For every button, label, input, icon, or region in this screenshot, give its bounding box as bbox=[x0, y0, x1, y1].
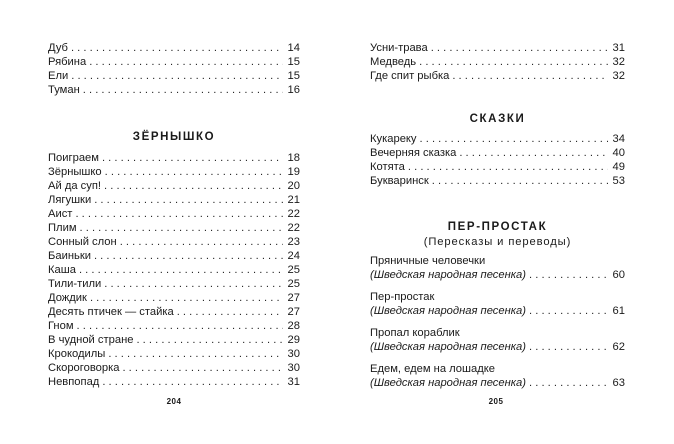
dot-leader bbox=[108, 347, 283, 361]
toc-entry-page: 25 bbox=[287, 278, 300, 290]
dot-leader bbox=[529, 304, 608, 318]
toc-entry-page: 25 bbox=[287, 264, 300, 276]
toc-entry bbox=[48, 291, 300, 305]
toc-entry bbox=[48, 207, 300, 221]
toc-entry bbox=[370, 146, 625, 160]
toc-entry-page: 23 bbox=[287, 236, 300, 248]
dot-leader bbox=[177, 305, 283, 319]
dot-leader bbox=[75, 207, 283, 221]
toc-entry-page: 31 bbox=[612, 42, 625, 54]
toc-entry bbox=[48, 263, 300, 277]
toc-entry-page: 63 bbox=[612, 377, 625, 389]
toc-entry-title: Медведь bbox=[370, 56, 417, 68]
toc-entry bbox=[370, 254, 625, 282]
toc-entry bbox=[48, 347, 300, 361]
dot-leader bbox=[71, 69, 283, 83]
dot-leader bbox=[104, 277, 283, 291]
toc-entry-page: 28 bbox=[287, 320, 300, 332]
dot-leader bbox=[120, 235, 283, 249]
right-page bbox=[337, 0, 674, 444]
dot-leader bbox=[420, 132, 608, 146]
toc-entry-title: Дуб bbox=[48, 42, 68, 54]
toc-entry bbox=[370, 174, 625, 188]
dot-leader bbox=[432, 174, 608, 188]
toc-entry-title: Каша bbox=[48, 264, 76, 276]
section-subheading: (Пересказы и переводы) bbox=[423, 236, 572, 248]
toc-entry-title: Десять птичек — стайка bbox=[48, 306, 174, 318]
toc-entry-page: 30 bbox=[287, 348, 300, 360]
dot-leader bbox=[79, 263, 283, 277]
toc-entry bbox=[48, 333, 300, 347]
dot-leader bbox=[431, 41, 608, 55]
toc-list bbox=[370, 254, 625, 398]
dot-leader bbox=[104, 179, 283, 193]
toc-entry-title: Зёрнышко bbox=[48, 166, 102, 178]
section-heading: СКАЗКИ bbox=[469, 113, 526, 125]
toc-entry bbox=[370, 160, 625, 174]
dot-leader bbox=[94, 193, 283, 207]
toc-list bbox=[370, 41, 625, 83]
toc-entry-title: Туман bbox=[48, 84, 80, 96]
toc-entry-page: 34 bbox=[612, 133, 625, 145]
toc-entry bbox=[48, 151, 300, 165]
dot-leader bbox=[102, 151, 283, 165]
toc-entry-title: Вечерняя сказка bbox=[370, 147, 457, 159]
toc-entry-subtitle: (Шведская народная песенка) bbox=[370, 269, 527, 281]
dot-leader bbox=[102, 375, 283, 389]
toc-entry bbox=[48, 277, 300, 291]
toc-entry-page: 27 bbox=[287, 306, 300, 318]
dot-leader bbox=[89, 55, 283, 69]
toc-entry-page: 40 bbox=[612, 147, 625, 159]
toc-entry-title: Лягушки bbox=[48, 194, 92, 206]
toc-entry bbox=[48, 55, 300, 69]
toc-entry-title: Невпопад bbox=[48, 376, 100, 388]
toc-entry-page: 14 bbox=[287, 42, 300, 54]
toc-entry-title: Крокодилы bbox=[48, 348, 106, 360]
toc-entry-title: Букваринск bbox=[370, 175, 429, 187]
dot-leader bbox=[94, 249, 283, 263]
toc-entry-title: Аист bbox=[48, 208, 73, 220]
toc-entry bbox=[48, 41, 300, 55]
toc-entry-title: В чудной стране bbox=[48, 334, 134, 346]
toc-entry-page: 62 bbox=[612, 341, 625, 353]
toc-entry-page: 53 bbox=[612, 175, 625, 187]
toc-entry-page: 18 bbox=[287, 152, 300, 164]
toc-list bbox=[48, 151, 300, 389]
dot-leader bbox=[452, 69, 608, 83]
toc-entry-page: 49 bbox=[612, 161, 625, 173]
toc-entry-title: Усни-трава bbox=[370, 42, 428, 54]
toc-entry-page: 32 bbox=[612, 56, 625, 68]
toc-entry bbox=[48, 375, 300, 389]
dot-leader bbox=[71, 41, 283, 55]
toc-entry-title: Плим bbox=[48, 222, 77, 234]
toc-entry bbox=[48, 305, 300, 319]
toc-entry-title: Едем, едем на лошадке bbox=[370, 363, 495, 375]
dot-leader bbox=[529, 376, 608, 390]
toc-entry bbox=[48, 319, 300, 333]
toc-entry-page: 22 bbox=[287, 208, 300, 220]
dot-leader bbox=[408, 160, 608, 174]
toc-entry-page: 19 bbox=[287, 166, 300, 178]
dot-leader bbox=[419, 55, 608, 69]
toc-entry-title: Гном bbox=[48, 320, 74, 332]
toc-entry bbox=[48, 235, 300, 249]
toc-entry bbox=[370, 326, 625, 354]
toc-entry bbox=[48, 83, 300, 97]
toc-entry bbox=[48, 249, 300, 263]
toc-entry-title: Пер-простак bbox=[370, 291, 435, 303]
toc-entry-page: 29 bbox=[287, 334, 300, 346]
toc-entry-title: Дождик bbox=[48, 292, 87, 304]
toc-entry bbox=[370, 55, 625, 69]
page-number: 205 bbox=[488, 397, 504, 406]
dot-leader bbox=[459, 146, 608, 160]
toc-entry-page: 20 bbox=[287, 180, 300, 192]
toc-entry-title: Поиграем bbox=[48, 152, 99, 164]
toc-entry-page: 31 bbox=[287, 376, 300, 388]
toc-entry-subtitle: (Шведская народная песенка) bbox=[370, 305, 527, 317]
toc-entry-title: Рябина bbox=[48, 56, 87, 68]
toc-entry-page: 22 bbox=[287, 222, 300, 234]
page-number: 204 bbox=[166, 397, 182, 406]
toc-entry-page: 15 bbox=[287, 70, 300, 82]
toc-entry bbox=[48, 361, 300, 375]
toc-entry bbox=[370, 362, 625, 390]
toc-list bbox=[48, 41, 300, 97]
toc-entry-title: Пряничные человечки bbox=[370, 255, 486, 267]
toc-entry-page: 30 bbox=[287, 362, 300, 374]
toc-entry bbox=[370, 132, 625, 146]
toc-entry-page: 27 bbox=[287, 292, 300, 304]
toc-entry bbox=[370, 69, 625, 83]
section-heading: ПЕР-ПРОСТАК bbox=[447, 221, 548, 233]
dot-leader bbox=[136, 333, 283, 347]
toc-entry-title: Кукареку bbox=[370, 133, 417, 145]
toc-entry bbox=[48, 221, 300, 235]
dot-leader bbox=[529, 340, 608, 354]
toc-list bbox=[370, 132, 625, 188]
dot-leader bbox=[80, 221, 283, 235]
toc-entry-page: 24 bbox=[287, 250, 300, 262]
toc-entry-title: Ели bbox=[48, 70, 69, 82]
toc-entry-subtitle: (Шведская народная песенка) bbox=[370, 377, 527, 389]
toc-entry-title: Сонный слон bbox=[48, 236, 117, 248]
toc-entry bbox=[48, 193, 300, 207]
toc-entry-title: Ай да суп! bbox=[48, 180, 102, 192]
toc-entry-title: Баиньки bbox=[48, 250, 91, 262]
toc-entry bbox=[370, 290, 625, 318]
toc-entry bbox=[48, 165, 300, 179]
toc-entry bbox=[48, 69, 300, 83]
dot-leader bbox=[105, 165, 283, 179]
dot-leader bbox=[90, 291, 283, 305]
dot-leader bbox=[83, 83, 283, 97]
toc-entry-title: Где спит рыбка bbox=[370, 70, 450, 82]
toc-entry-subtitle: (Шведская народная песенка) bbox=[370, 341, 527, 353]
dot-leader bbox=[122, 361, 283, 375]
toc-entry-page: 16 bbox=[287, 84, 300, 96]
toc-entry-title: Скороговорка bbox=[48, 362, 120, 374]
dot-leader bbox=[77, 319, 283, 333]
toc-entry bbox=[48, 179, 300, 193]
toc-entry-page: 15 bbox=[287, 56, 300, 68]
toc-entry-title: Тили-тили bbox=[48, 278, 102, 290]
toc-entry-page: 61 bbox=[612, 305, 625, 317]
section-heading: ЗЁРНЫШКО bbox=[132, 131, 216, 143]
dot-leader bbox=[529, 268, 608, 282]
toc-entry-title: Пропал кораблик bbox=[370, 327, 460, 339]
toc-entry-page: 32 bbox=[612, 70, 625, 82]
toc-entry-page: 60 bbox=[612, 269, 625, 281]
toc-entry-title: Котята bbox=[370, 161, 405, 173]
toc-entry bbox=[370, 41, 625, 55]
toc-entry-page: 21 bbox=[287, 194, 300, 206]
